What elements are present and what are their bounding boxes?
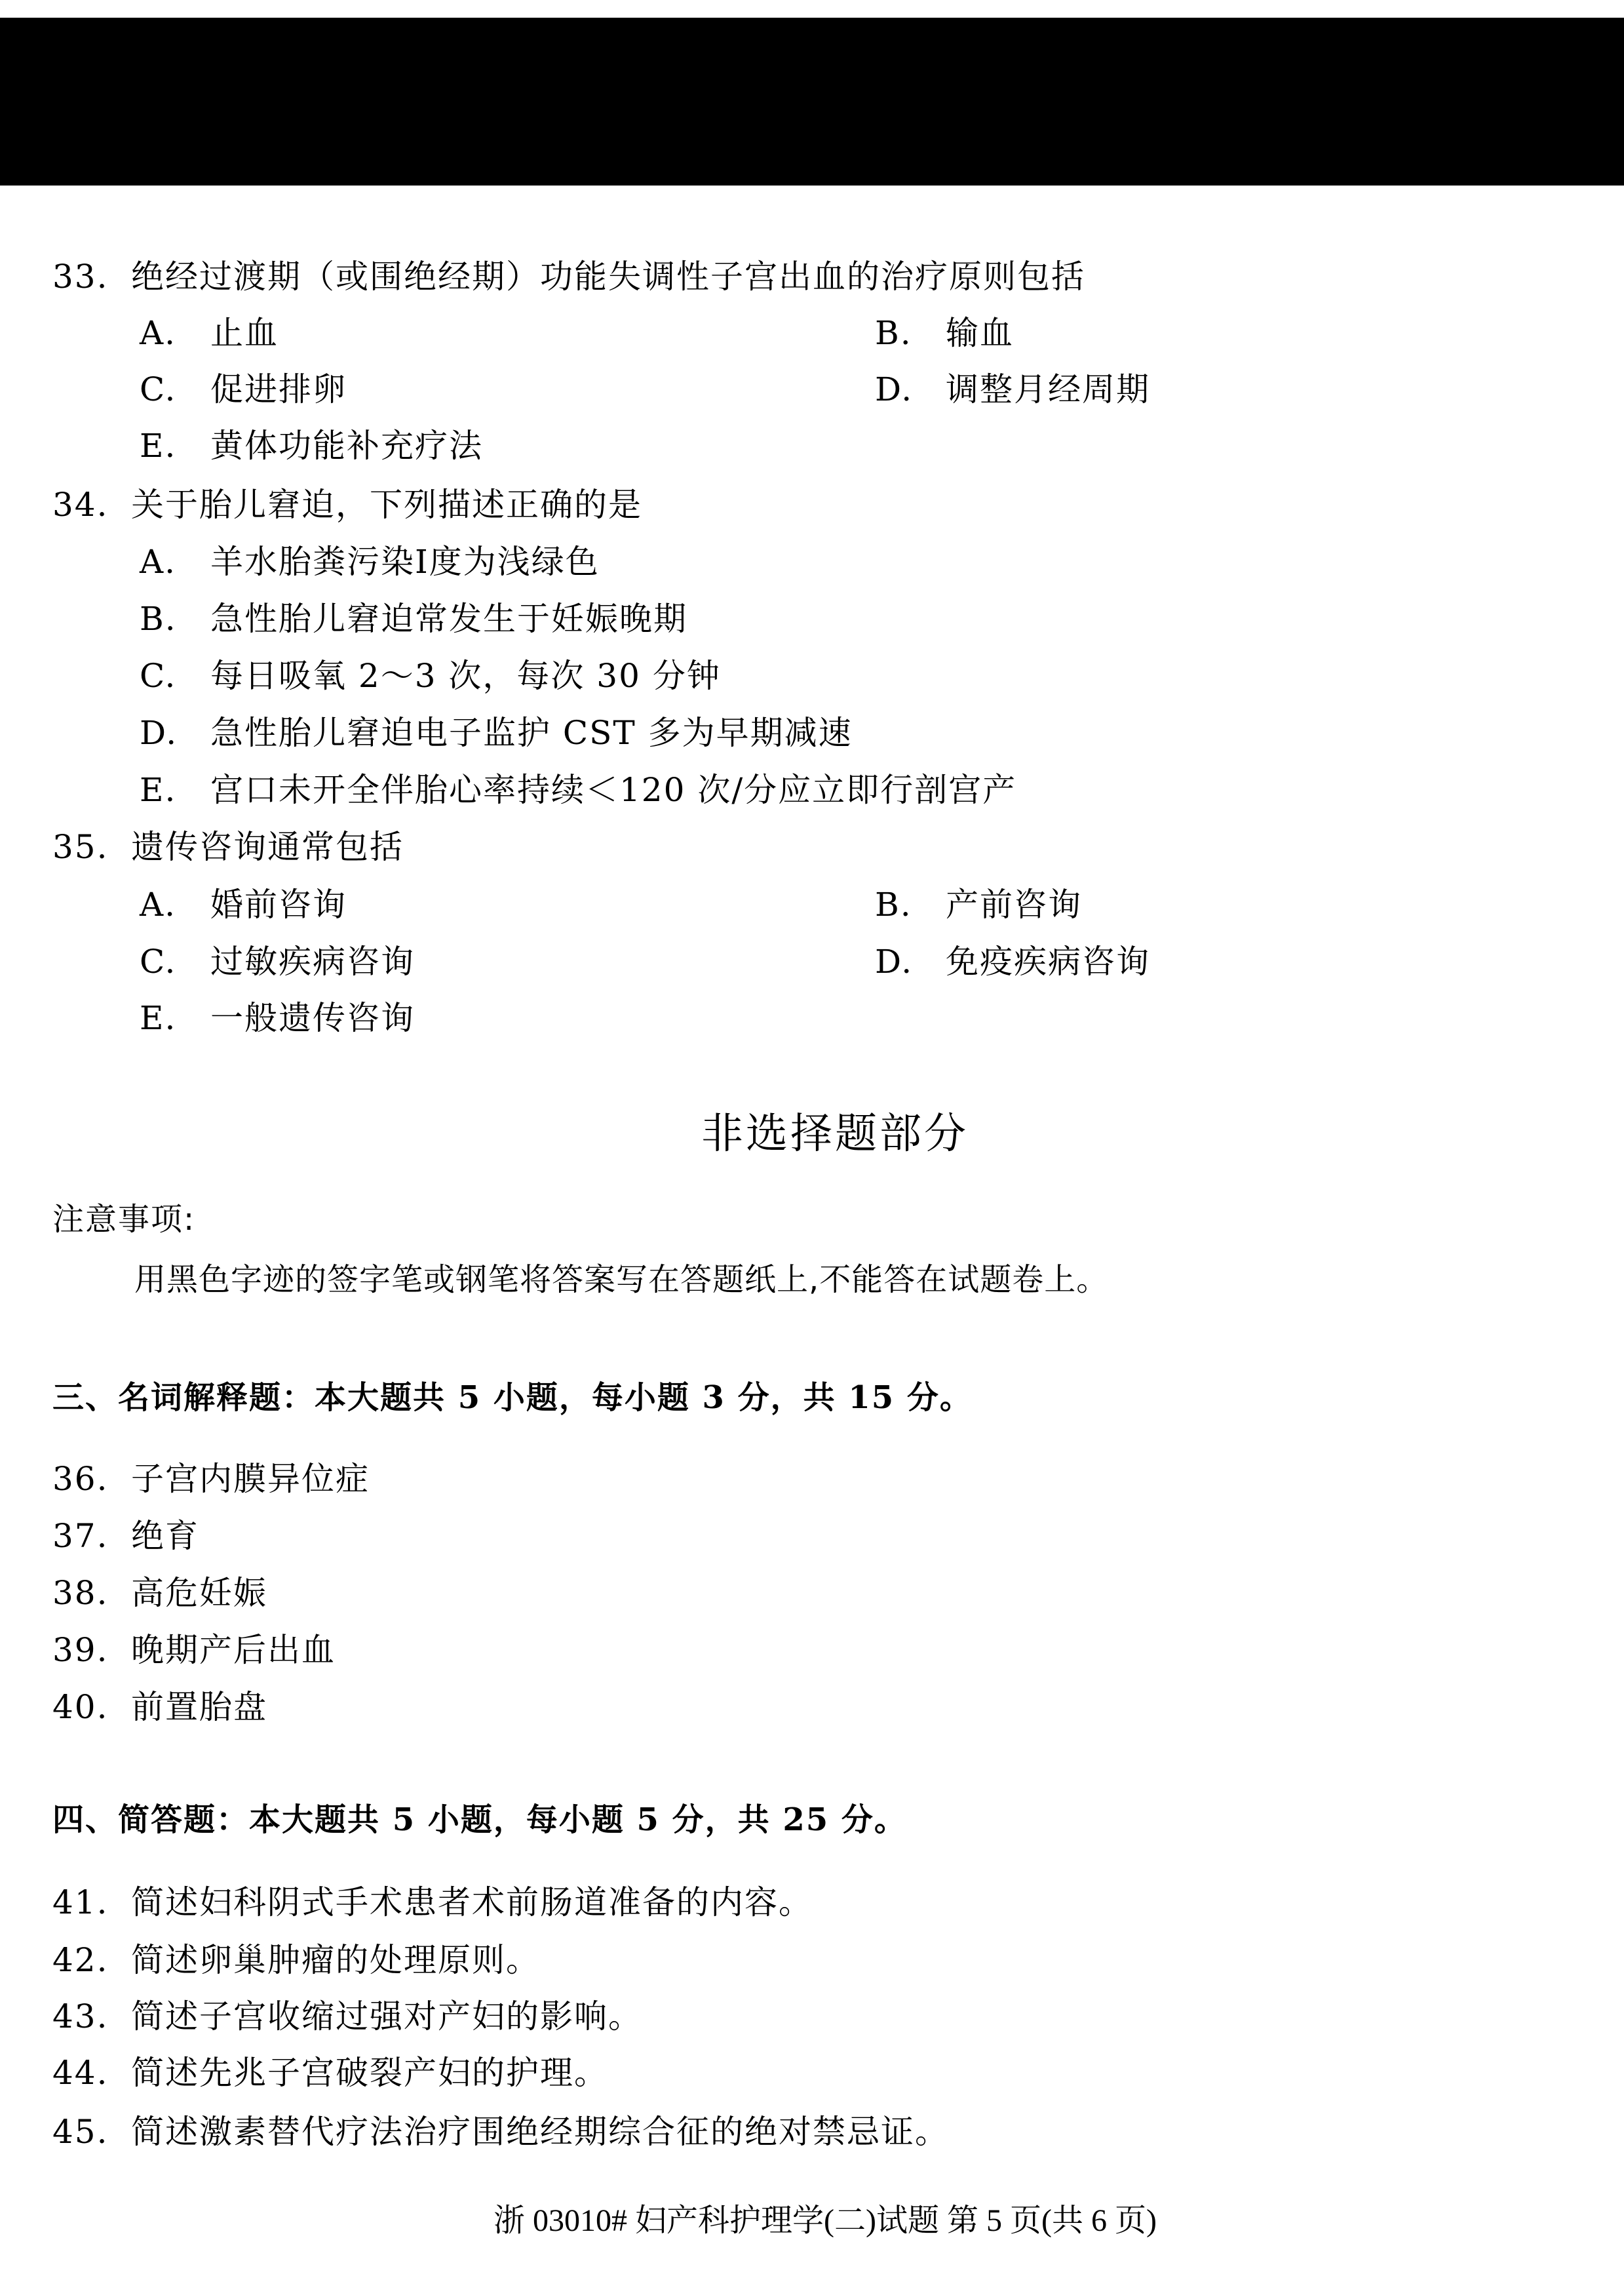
question-33-option-b [875,313,1014,353]
question-35-option-e [140,998,415,1038]
question-33-option-d [875,370,1150,409]
question-35-stem [52,827,404,867]
option-label: D. [875,943,914,981]
option-label: D. [875,370,914,408]
term-text: 晚期产后出血 [131,1631,336,1669]
term-text: 子宫内膜异位症 [131,1460,370,1498]
option-text: 一般遗传咨询 [210,999,415,1037]
question-34-option-a [140,542,600,581]
option-label: A. [140,886,177,924]
term-item-37 [52,1516,199,1556]
option-text: 促进排卵 [210,370,347,408]
option-text: 婚前咨询 [210,886,347,924]
question-33-stem [52,257,1085,296]
question-number: 36. [52,1460,109,1498]
option-label: A. [140,314,177,352]
question-number: 45. [52,2113,109,2151]
term-text: 前置胎盘 [131,1688,267,1726]
option-label: C. [140,943,177,981]
option-label: B. [875,886,912,924]
term-item-38 [52,1573,267,1613]
question-34-option-d [140,713,853,753]
question-text: 绝经过渡期（或围绝经期）功能失调性子宫出血的治疗原则包括 [131,258,1085,296]
option-text: 羊水胎粪污染Ⅰ度为浅绿色 [210,543,600,581]
non-choice-section-title: 非选择题部分 [701,1110,969,1158]
question-number: 34. [52,486,109,524]
option-label: C. [140,370,177,408]
option-label: B. [875,314,912,352]
question-number: 40. [52,1688,109,1726]
question-text: 简述先兆子宫破裂产妇的护理。 [131,2054,608,2092]
question-35-option-c [140,942,415,981]
question-number: 43. [52,1997,109,2035]
question-text: 简述卵巢肿瘤的处理原则。 [131,1941,540,1979]
short-answer-item-42 [52,1940,540,1980]
option-text: 急性胎儿窘迫常发生于妊娠晚期 [210,600,687,638]
question-33-option-a [140,313,279,353]
option-label: C. [140,657,177,695]
page-footer: 浙 03010# 妇产科护理学(二)试题 第 5 页(共 6 页) [493,2203,1157,2238]
option-label: E. [140,427,177,465]
option-label: E. [140,999,177,1037]
question-text: 遗传咨询通常包括 [131,828,404,866]
term-item-36 [52,1459,370,1499]
question-number: 35. [52,828,109,866]
option-text: 黄体功能补充疗法 [210,427,483,465]
option-label: D. [140,714,178,752]
short-answer-item-43 [52,1997,642,2036]
question-33-option-c [140,370,347,409]
notice-heading: 注意事项: [52,1201,196,1238]
question-number: 38. [52,1574,109,1612]
question-34-stem [52,485,642,524]
question-35-option-a [140,885,347,924]
question-text: 关于胎儿窘迫，下列描述正确的是 [131,486,642,524]
option-text: 调整月经周期 [946,370,1150,408]
option-text: 止血 [210,314,279,352]
section-4-heading: 四、简答题：本大题共 5 小题，每小题 5 分，共 25 分。 [52,1801,907,1838]
notice-text: 用黑色字迹的签字笔或钢笔将答案写在答题纸上,不能答在试题卷上。 [134,1261,1109,1298]
question-35-option-d [875,942,1150,981]
question-number: 33. [52,258,109,296]
term-text: 绝育 [131,1517,199,1555]
term-text: 高危妊娠 [131,1574,267,1612]
option-text: 每日吸氧 2～3 次，每次 30 分钟 [210,657,721,695]
short-answer-item-41 [52,1883,813,1922]
option-label: B. [140,600,177,638]
question-33-option-e [140,426,483,465]
option-text: 急性胎儿窘迫电子监护 CST 多为早期减速 [210,714,853,752]
option-text: 宫口未开全伴胎心率持续＜120 次/分应立即行剖宫产 [210,771,1017,809]
term-item-39 [52,1630,336,1670]
question-number: 44. [52,2054,109,2092]
question-text: 简述妇科阴式手术患者术前肠道准备的内容。 [131,1883,813,1921]
option-label: E. [140,771,177,809]
short-answer-item-44 [52,2053,608,2092]
question-text: 简述子宫收缩过强对产妇的影响。 [131,1997,642,2035]
short-answer-item-45 [52,2112,949,2151]
option-text: 输血 [946,314,1014,352]
question-34-option-b [140,599,687,638]
question-number: 39. [52,1631,109,1669]
term-item-40 [52,1687,267,1727]
question-number: 37. [52,1517,109,1555]
redaction-banner [0,18,1624,186]
option-text: 免疫疾病咨询 [946,943,1150,981]
option-label: A. [140,543,177,581]
question-35-option-b [875,885,1082,924]
option-text: 产前咨询 [946,886,1082,924]
question-34-option-c [140,656,721,696]
question-34-option-e [140,770,1016,810]
question-number: 41. [52,1883,109,1921]
question-text: 简述激素替代疗法治疗围绝经期综合征的绝对禁忌证。 [131,2113,949,2151]
section-3-heading: 三、名词解释题：本大题共 5 小题，每小题 3 分，共 15 分。 [52,1379,973,1416]
question-number: 42. [52,1941,109,1979]
option-text: 过敏疾病咨询 [210,943,415,981]
